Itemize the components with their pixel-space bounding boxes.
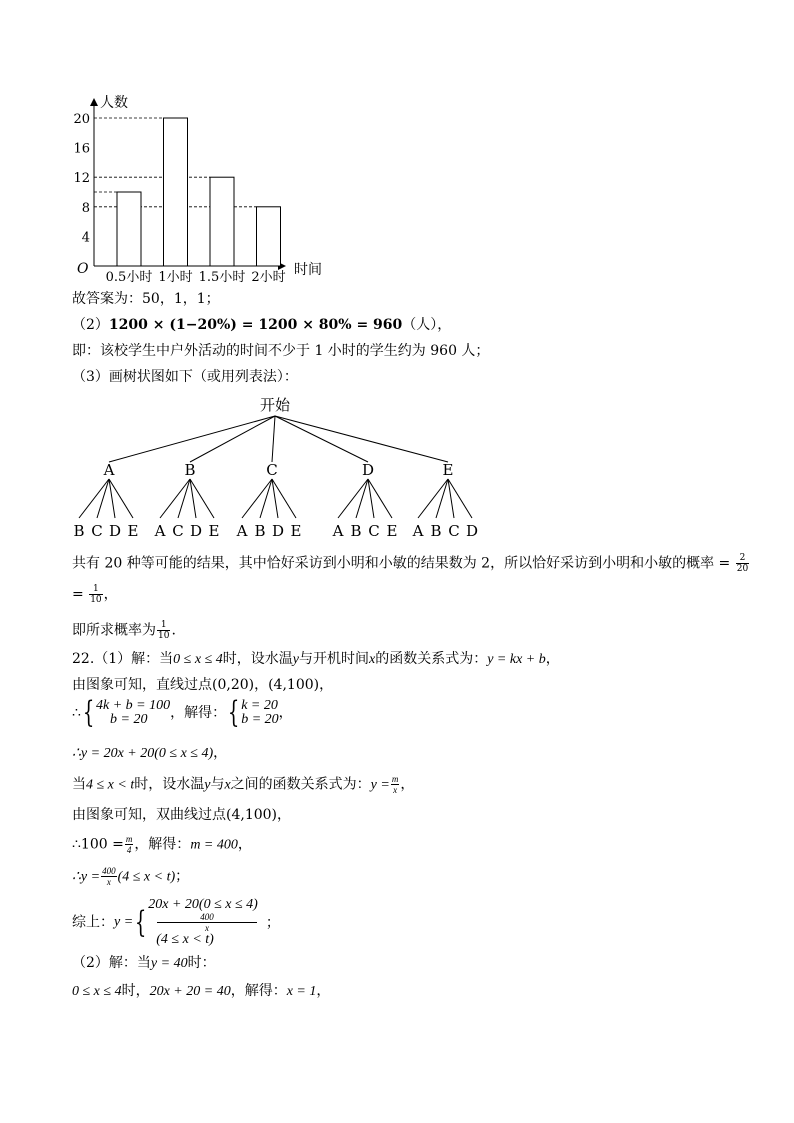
q2-line — [72, 316, 451, 334]
bar-1 — [164, 118, 188, 266]
tree-leaf: E — [208, 522, 220, 540]
y-tick-label: 20 — [73, 112, 90, 127]
tree-branch-A: A — [103, 461, 115, 479]
hyperbola-solve: ∴100 = $\frac{m}{4}$ ，解得：m = 400， — [72, 834, 252, 855]
x-tick-label: 1小时 — [158, 270, 193, 285]
x-tick-label: 0.5小时 — [105, 270, 153, 285]
tree-edge — [275, 416, 368, 462]
eq-sign: = — [72, 586, 84, 603]
tree-leaf: D — [108, 522, 122, 540]
tree-branch-E: E — [442, 461, 454, 479]
tree-leaf: A — [412, 522, 424, 540]
tree-leaf: E — [127, 522, 139, 540]
tree-edge — [338, 479, 368, 518]
linear-result: ∴y = 20x + 20(0 ≤ x ≤ 4)， — [72, 745, 228, 761]
tree-edge — [109, 479, 115, 518]
hyperbola-result: ∴y = $\frac{400}{x}$ (4 ≤ x < t)； — [72, 866, 190, 887]
q2-conclusion: 即：该校学生中户外活动的时间不少于 1 小时的学生约为 960 人； — [72, 343, 490, 359]
tree-edge — [368, 479, 392, 518]
tree-leaf: C — [368, 522, 380, 540]
bar-0 — [117, 192, 141, 266]
x-tick-label: 2小时 — [251, 270, 286, 285]
q22-part2: （2）解：当y = 40时： — [72, 955, 216, 971]
tree-leaf: B — [430, 522, 442, 540]
tree-leaf: C — [448, 522, 460, 540]
tree-edge — [178, 479, 190, 518]
tree-leaf: C — [172, 522, 184, 540]
tree-branch-D: D — [361, 461, 375, 479]
tree-edge — [356, 479, 368, 518]
eq-end: ， — [103, 586, 118, 603]
result-text: 共有 20 种等可能的结果，其中恰好采访到小明和小敏的结果数为 2，所以恰好采访到小明和小敏的概率 = — [72, 555, 731, 572]
tree-edge — [190, 479, 196, 518]
result-line — [72, 553, 750, 574]
tree-edge — [109, 479, 133, 518]
q3-line: （3）画树状图如下（或用列表法）： — [72, 369, 298, 385]
q2-suffix: （人）， — [402, 317, 452, 333]
tree-edge — [448, 479, 472, 518]
final-line: 0 ≤ x ≤ 4时，20x + 20 = 40，解得：x = 1， — [72, 983, 331, 999]
y-axis-label: 人数 — [100, 95, 128, 111]
y-tick-label: 4 — [81, 230, 90, 246]
tree-leaf: B — [350, 522, 362, 540]
tree-branch-C: C — [266, 461, 278, 479]
probability-line — [72, 620, 176, 641]
prob-prefix: 即所求概率为 — [72, 622, 156, 639]
x-tick-label: 1.5小时 — [198, 270, 246, 285]
line-points: 由图象可知，直线过点(0,20)，(4,100)， — [72, 677, 334, 693]
bar-2 — [210, 177, 234, 266]
tree-edge — [109, 416, 275, 462]
tree-edge — [79, 479, 109, 518]
fraction-1-10: $\frac{1}{10}$ — [90, 584, 102, 605]
y-tick-label: 16 — [73, 141, 90, 157]
bar-chart — [70, 90, 340, 285]
tree-leaf: B — [254, 522, 266, 540]
tree-edge — [190, 479, 214, 518]
origin-label: O — [77, 261, 89, 277]
tree-edge — [418, 479, 448, 518]
tree-edge — [160, 479, 190, 518]
tree-edge — [272, 479, 296, 518]
q2-expr: 1200 × (1−20%) = 1200 × 80% = 960 — [108, 317, 403, 333]
y-tick-label: 12 — [73, 171, 90, 187]
tree-leaf: C — [91, 522, 103, 540]
q22-intro: 22.（1）解：当0 ≤ x ≤ 4时，设水温y与开机时间x的函数关系式为：y = kx + b， — [72, 651, 560, 667]
tree-leaf: A — [154, 522, 166, 540]
result-line-2 — [72, 584, 118, 605]
tree-edge — [97, 479, 109, 518]
tree-leaf: D — [465, 522, 479, 540]
tree-leaf: A — [332, 522, 344, 540]
tree-leaf: D — [271, 522, 285, 540]
tree-edge — [190, 416, 275, 462]
q2-prefix: （2） — [72, 317, 109, 333]
tree-leaf: E — [290, 522, 302, 540]
tree-leaf: E — [386, 522, 398, 540]
system-1: 4k + b = 100 b = 20 — [96, 698, 171, 727]
fraction-1-10-b: $\frac{1}{10}$ — [158, 620, 170, 641]
tree-diagram — [60, 392, 500, 544]
answer-line: 故答案为：50，1，1； — [72, 291, 220, 307]
hyperbola-intro: 当4 ≤ x < t时，设水温y与x之间的函数关系式为：y = $\frac{m}{x}$ ， — [72, 774, 415, 795]
tree-edge — [272, 479, 278, 518]
hyperbola-point: 由图象可知，双曲线过点(4,100)， — [72, 807, 292, 823]
tree-edge — [448, 479, 454, 518]
tree-edge — [436, 479, 448, 518]
tree-edge — [242, 479, 272, 518]
x-axis-label: 时间 — [294, 262, 322, 278]
tree-root: 开始 — [259, 396, 291, 414]
fraction-2-20: $\frac{2}{20}$ — [736, 553, 749, 574]
y-tick-label: 8 — [81, 200, 90, 216]
piecewise: 20x + 20(0 ≤ x ≤ 4) 400 x (4 ≤ x < t) — [148, 897, 258, 947]
system-line: ∴{ 4k + b = 100 b = 20 ，解得：{ k = 20 b = 20 ， — [72, 695, 293, 730]
tree-edge — [275, 416, 448, 462]
tree-leaf: B — [73, 522, 85, 540]
system-2: k = 20 b = 20 — [241, 698, 279, 727]
tree-leaf: A — [236, 522, 248, 540]
bar-3 — [257, 207, 281, 266]
tree-edge — [272, 416, 275, 462]
tree-edge — [368, 479, 374, 518]
tree-edge — [260, 479, 272, 518]
prob-suffix: . — [171, 622, 176, 639]
summary-line: 综上：y ={ 20x + 20(0 ≤ x ≤ 4) 400 x (4 ≤ x < t) ； — [72, 897, 280, 947]
tree-leaf: D — [189, 522, 203, 540]
tree-branch-B: B — [184, 461, 196, 479]
